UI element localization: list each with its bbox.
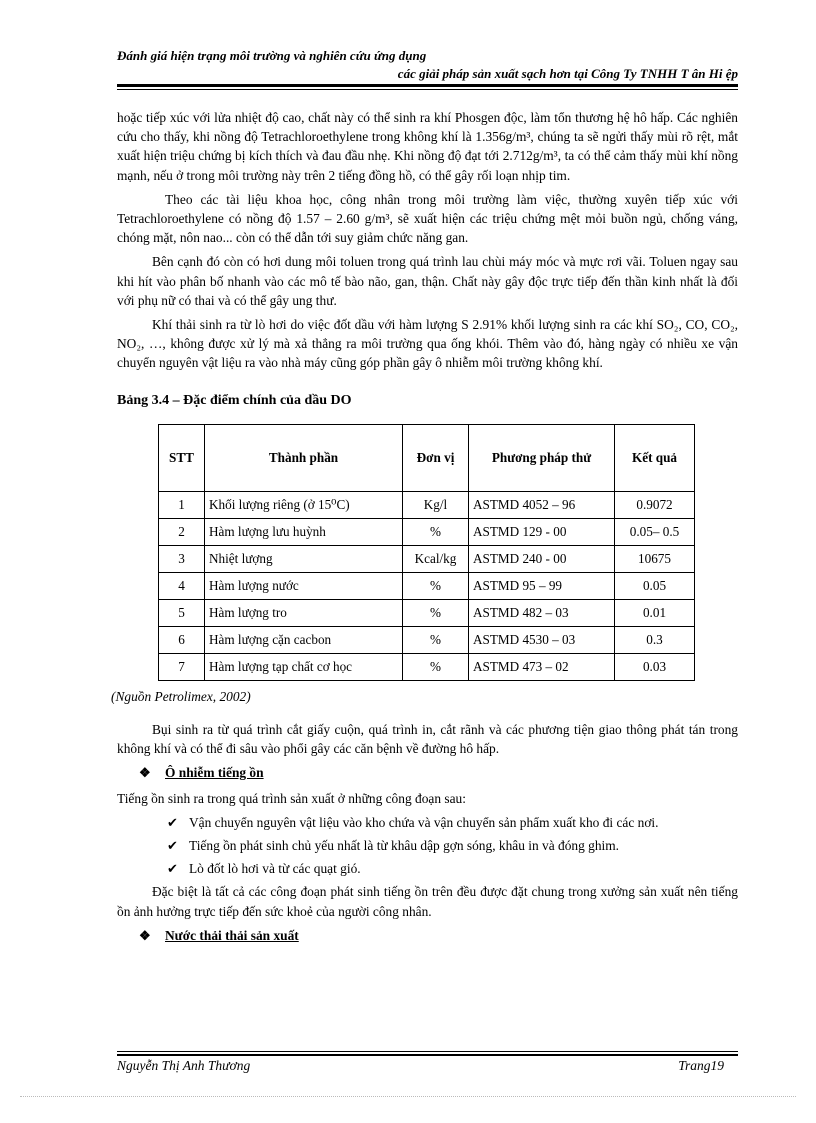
cell-method: ASTMD 4530 – 03: [469, 626, 615, 653]
section-heading-label: Nước thải thải sản xuất: [165, 927, 299, 943]
cell-method: ASTMD 4052 – 96: [469, 491, 615, 518]
cell-component: Hàm lượng tạp chất cơ học: [205, 653, 403, 680]
paragraph: Tiếng ồn sinh ra trong quá trình sản xuất ở những công đoạn sau:: [117, 790, 466, 806]
document-body: [111, 108, 738, 951]
header-title-line2: các giải pháp sản xuất sạch hơn tại Công Ty TNHH T ân Hi ệp: [397, 66, 738, 81]
section-heading-wastewater: [139, 926, 738, 945]
cell-method: ASTMD 95 – 99: [469, 572, 615, 599]
list-item-text: Vận chuyển nguyên vật liệu vào kho chứa và vận chuyển sản phẩm xuất kho đi các nơi.: [189, 814, 659, 830]
cell-component: Nhiệt lượng: [205, 545, 403, 572]
cell-result: 10675: [615, 545, 695, 572]
table-caption: Bảng 3.4 – Đặc điểm chính của dầu DO: [117, 392, 352, 408]
section-heading-noise: [139, 763, 738, 782]
column-header: Phương pháp thử: [469, 424, 615, 491]
paragraph: Bên cạnh đó còn có hơi dung môi toluen trong quá trình lau chùi máy móc và mực rơi vãi. Toluen ngay sau khi hít vào phân bố nhanh vào các mô tế bào não, gan, thận. Chất này gây độc trực tiếp đến thần kinh nhất là đối với phụ nữ có thai và có thể gây ung thư.: [117, 254, 738, 308]
table-row: [159, 653, 695, 680]
cell-unit: %: [403, 599, 469, 626]
cell-result: 0.3: [615, 626, 695, 653]
cell-component: Khối lượng riêng (ở 15⁰C): [205, 491, 403, 518]
cell-unit: %: [403, 626, 469, 653]
table-row: [159, 545, 695, 572]
cell-stt: 4: [159, 572, 205, 599]
header-rule-thin: [117, 89, 738, 90]
cell-method: ASTMD 473 – 02: [469, 653, 615, 680]
column-header: Đơn vị: [403, 424, 469, 491]
footer-rule-thick: [117, 1054, 738, 1056]
cell-result: 0.01: [615, 599, 695, 626]
section-heading-label: Ô nhiễm tiếng ồn: [165, 765, 264, 781]
table-source: (Nguồn Petrolimex, 2002): [111, 688, 251, 704]
cell-stt: 7: [159, 653, 205, 680]
cell-method: ASTMD 129 - 00: [469, 518, 615, 545]
checkmark-icon: ✔: [167, 862, 178, 878]
cell-stt: 3: [159, 545, 205, 572]
list-item: [167, 859, 738, 879]
cell-stt: 2: [159, 518, 205, 545]
column-header: Thành phần: [205, 424, 403, 491]
cell-result: 0.05– 0.5: [615, 518, 695, 545]
diamond-bullet-icon: ❖: [139, 765, 151, 781]
cell-stt: 5: [159, 599, 205, 626]
list-item-text: Lò đốt lò hơi và từ các quạt gió.: [189, 861, 361, 877]
table-row: [159, 572, 695, 599]
cell-stt: 1: [159, 491, 205, 518]
cell-component: Hàm lượng cặn cacbon: [205, 626, 403, 653]
table-row: [159, 518, 695, 545]
cell-unit: %: [403, 653, 469, 680]
paragraph: Bụi sinh ra từ quá trình cắt giấy cuộn, quá trình in, cắt rãnh và các phương tiện giao thông phát tán trong không khí và có thể đi sâu vào phổi gây các căn bệnh về đường hô hấp.: [117, 722, 738, 757]
paragraph: Khí thải sinh ra từ lò hơi do việc đốt dầu với hàm lượng S 2.91% khối lượng sinh ra các khí SO₂, CO, CO₂, NO₂, …, không được xử lý mà xả thẳng ra môi trường qua ống khói. Thêm vào đó, hàng ngày có nhiều xe vận chuyển nguyên vật liệu ra vào nhà máy cũng góp phần gây ô nhiễm môi trường không khí.: [117, 317, 738, 371]
checkmark-icon: ✔: [167, 815, 178, 831]
footer-author: Nguyễn Thị Anh Thương: [117, 1058, 251, 1073]
fuel-properties-table: [158, 424, 695, 681]
diamond-bullet-icon: ❖: [139, 927, 151, 943]
list-item: [167, 813, 738, 833]
cell-stt: 6: [159, 626, 205, 653]
table-header-row: [159, 424, 695, 491]
paragraph: Đặc biệt là tất cả các công đoạn phát sinh tiếng ồn trên đều được đặt chung trong xưởng sản xuất nên tiếng ồn ảnh hưởng trực tiếp đến sức khoẻ của người công nhân.: [117, 884, 738, 919]
cell-unit: Kcal/kg: [403, 545, 469, 572]
cell-component: Hàm lượng nước: [205, 572, 403, 599]
column-header: Kết quả: [615, 424, 695, 491]
cell-result: 0.9072: [615, 491, 695, 518]
footer-rule-thin: [117, 1051, 738, 1052]
header-title-line1: Đánh giá hiện trạng môi trường và nghiên cứu ứng dụng: [117, 48, 427, 63]
checkmark-icon: ✔: [167, 839, 178, 855]
footer-page-number: Trang19: [678, 1058, 724, 1073]
page-break-line: [20, 1096, 796, 1097]
paragraph: hoặc tiếp xúc với lửa nhiệt độ cao, chất này có thể sinh ra khí Phosgen độc, làm tổn thương hệ hô hấp. Các nghiên cứu cho thấy, khi nồng độ Tetrachloroethylene trong không khí là 1.356g/m³, chúng ta sẽ ngửi thấy mùi rõ rệt, mắt xuất hiện triệu chứng bị kích thích và đau đầu nhẹ. Khi nồng độ đạt tới 2.712g/m³, ta có thể cảm thấy mùi khí nồng mạnh, nếu ở trong môi trường này trên 2 tiếng đồng hồ, có thể gây rối loạn nhịp tim.: [117, 110, 738, 183]
cell-unit: %: [403, 572, 469, 599]
list-item-text: Tiếng ồn phát sinh chủ yếu nhất là từ khâu dập gợn sóng, khâu in và đóng ghim.: [189, 838, 620, 854]
paragraph: Theo các tài liệu khoa học, công nhân trong môi trường làm việc, thường xuyên tiếp xúc với Tetrachloroethylene có nồng độ 1.57 – 2.60 g/m³, sẽ xuất hiện các triệu chứng mệt mỏi buồn ngủ, chống váng, chóng mặt, nôn nao... còn có thể dẫn tới suy giảm chức năng gan.: [117, 191, 738, 246]
table-row: [159, 626, 695, 653]
table-row: [159, 599, 695, 626]
header-rule-thick: [117, 84, 738, 87]
list-item: [167, 836, 738, 856]
cell-unit: Kg/l: [403, 491, 469, 518]
cell-component: Hàm lượng lưu huỳnh: [205, 518, 403, 545]
cell-method: ASTMD 482 – 03: [469, 599, 615, 626]
column-header: STT: [159, 424, 205, 491]
cell-component: Hàm lượng tro: [205, 599, 403, 626]
cell-result: 0.05: [615, 572, 695, 599]
cell-method: ASTMD 240 - 00: [469, 545, 615, 572]
cell-result: 0.03: [615, 653, 695, 680]
cell-unit: %: [403, 518, 469, 545]
table-row: [159, 491, 695, 518]
